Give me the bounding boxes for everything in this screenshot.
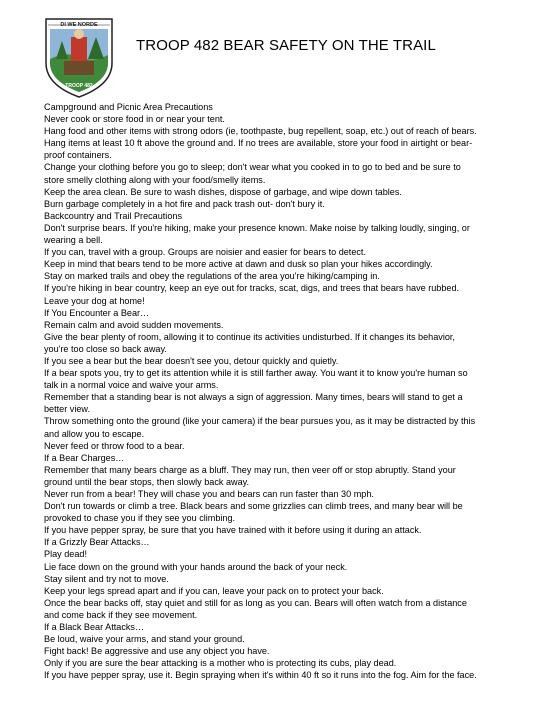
body-line: Only if you are sure the bear attacking is a mother who is protecting its cubs, play dead. (44, 658, 397, 669)
body-line: If You Encounter a Bear… (44, 307, 150, 318)
body-line: Be loud, waive your arms, and stand your ground. (44, 634, 245, 645)
body-line: Remember that a standing bear is not always a sign of aggression. Many times, bears will stand to get a better view. (44, 392, 463, 415)
logo-top-text: DI WE NORDE (60, 22, 98, 28)
body-line: Campground and Picnic Area Precautions (44, 102, 213, 112)
body-line: Hang food and other items with strong odors (ie, toothpaste, bug repellent, soap, etc.) out of reach of bears. Hang items at least 10 ft above the ground and. If no trees are available, store your food in airtight or bear-proof containers. (44, 126, 477, 161)
troop-logo (42, 15, 116, 99)
body-line: Play dead! (44, 549, 87, 560)
body-line: If a Grizzly Bear Attacks… (44, 537, 150, 548)
body-line: If a bear spots you, try to get its attention while it is still farther away. You want it to know you're human so talk in a normal voice and waive your arms. (44, 368, 468, 391)
body-line: Keep your legs spread apart and if you can, leave your pack on to protect your back. (44, 585, 384, 596)
body-line: If you have pepper spray, use it. Begin spraying when it's within 40 ft so it runs into the fog. Aim for the face. (44, 670, 477, 681)
page-title: TROOP 482 BEAR SAFETY ON THE TRAIL (136, 37, 436, 54)
logo-bottom-text: TROOP 482 (65, 83, 93, 89)
body-line: If you're hiking in bear country, keep an eye out for tracks, scat, digs, and trees that bears have rubbed. Leave your dog at home! (44, 283, 460, 306)
body-line: Fight back! Be aggressive and use any object you have. (44, 646, 270, 657)
body-line: Once the bear backs off, stay quiet and still for as long as you can. Bears will often watch from a distance and come back if they see movement. (44, 597, 467, 620)
body-line: Burn garbage completely in a hot fire and pack trash out- don't bury it. (44, 198, 325, 209)
body-line: Lie face down on the ground with your hands around the back of your neck. (44, 561, 348, 572)
body-line: Throw something onto the ground (like your camera) if the bear pursues you, as it may be distracted by this and allow you to escape. (44, 416, 476, 439)
body-line: Change your clothing before you go to sleep; don't wear what you cooked in to go to bed and be sure to store smelly clothing along with your food/smelly items. (44, 162, 461, 185)
body-line: Keep in mind that bears tend to be more active at dawn and dusk so plan your hikes accordingly. (44, 259, 433, 270)
troop-crest-icon (42, 15, 116, 99)
body-line: Backcountry and Trail Precautions (44, 210, 182, 221)
body-line: Stay silent and try not to move. (44, 573, 169, 584)
body-line: Never cook or store food in or near your tent. (44, 114, 225, 125)
body-line: Never feed or throw food to a bear. (44, 440, 185, 451)
body-line: Remain calm and avoid sudden movements. (44, 319, 224, 330)
body-line: If a Bear Charges… (44, 452, 125, 463)
body-line: If a Black Bear Attacks… (44, 622, 145, 633)
body-line: Keep the area clean. Be sure to wash dishes, dispose of garbage, and wipe down tables. (44, 186, 402, 197)
body-line: Stay on marked trails and obey the regulations of the area you're hiking/camping in. (44, 271, 380, 282)
body-line: If you can, travel with a group. Groups are noisier and easier for bears to detect. (44, 247, 366, 258)
body-line: If you see a bear but the bear doesn't see you, detour quickly and quietly. (44, 355, 339, 366)
body-line: Don't run towards or climb a tree. Black bears and some grizzlies can climb trees, and many bear will be provoked to chase you if they see you climbing. (44, 501, 463, 524)
document-body (44, 101, 479, 682)
body-line: Never run from a bear! They will chase you and bears can run faster than 30 mph. (44, 489, 374, 499)
body-line: Don't surprise bears. If you're hiking, make your presence known. Make noise by talking loudly, singing, or wearing a bell. (44, 222, 470, 246)
body-line: Remember that many bears charge as a bluff. They may run, then veer off or stop abruptly. Stand your ground until the bear stops, then slowly back away. (44, 464, 456, 487)
body-line: Give the bear plenty of room, allowing it to continue its activities undisturbed. If it changes its behavior, you're too close so back away. (44, 331, 455, 354)
body-line: If you have pepper spray, be sure that you have trained with it before using it during an attack. (44, 525, 422, 536)
